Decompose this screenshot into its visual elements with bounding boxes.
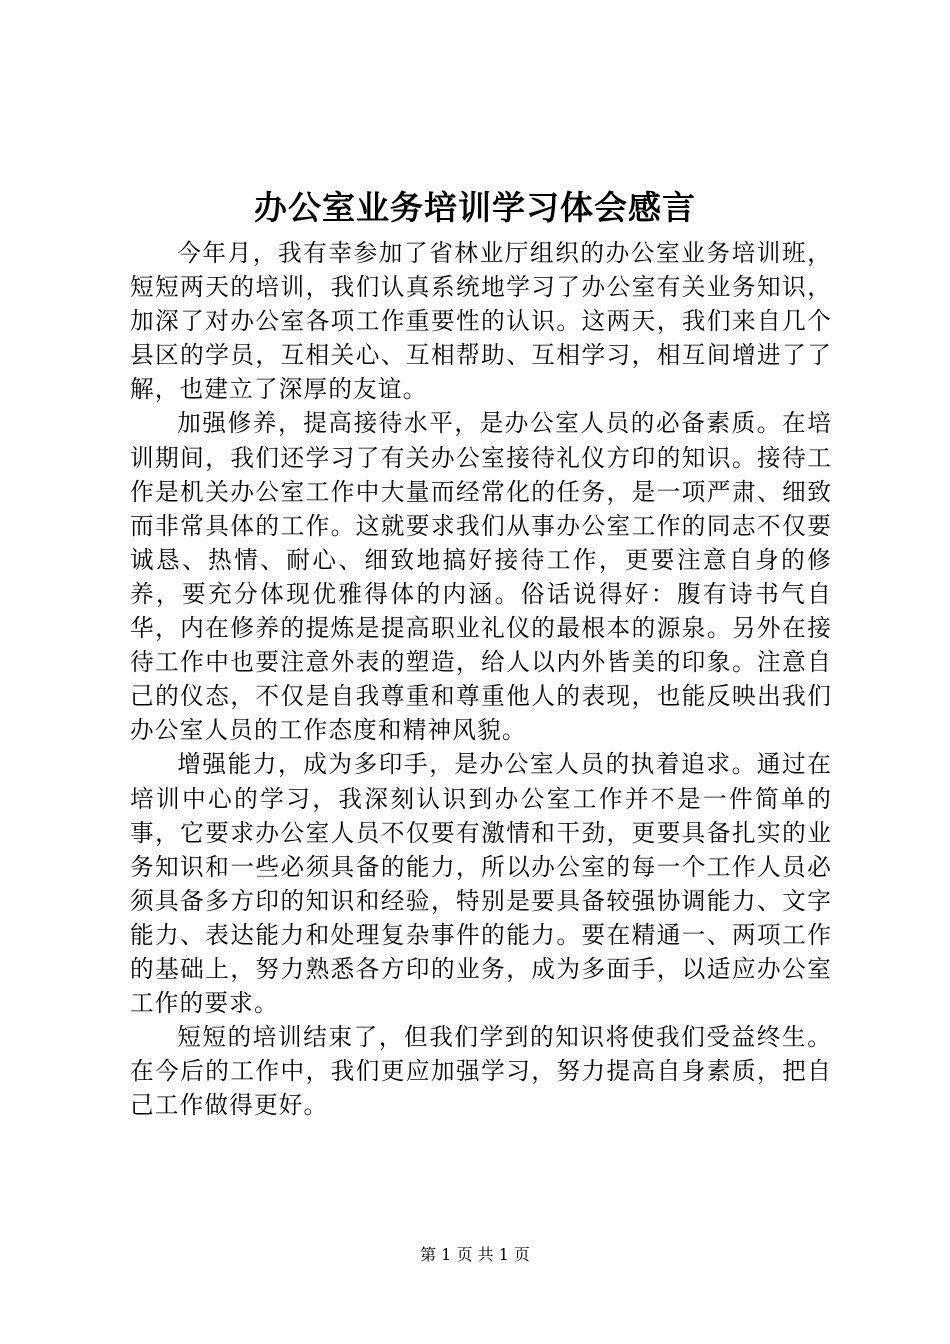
- paragraph-1: 今年月，我有幸参加了省林业厅组织的办公室业务培训班，短短两天的培训，我们认真系统地学习了办公室有关业务知识，加深了对办公室各项工作重要性的认识。这两天，我们来自几个县区的学员，互相关心、互相帮助、互相学习，相互间增进了了解，也建立了深厚的友谊。: [130, 239, 832, 404]
- page-footer: 第 1 页 共 1 页: [420, 1245, 530, 1264]
- document-body: [130, 236, 832, 1122]
- document-title: 办公室业务培训学习体会感言: [254, 188, 696, 227]
- paragraph-2: 加强修养，提高接待水平，是办公室人员的必备素质。在培训期间，我们还学习了有关办公室接待礼仪方印的知识。接待工作是机关办公室工作中大量而经常化的任务，是一项严肃、细致而非常具体的工作。这就要求我们从事办公室工作的同志不仅要诚恳、热情、耐心、细致地搞好接待工作，更要注意自身的修养，要充分体现优雅得体的内涵。俗话说得好：腹有诗书气自华，内在修养的提炼是提高职业礼仪的最根本的源泉。另外在接待工作中也要注意外表的塑造，给人以内外皆美的印象。注意自己的仪态，不仅是自我尊重和尊重他人的表现，也能反映出我们办公室人员的工作态度和精神风貌。: [130, 409, 832, 745]
- paragraph-4: 短短的培训结束了，但我们学到的知识将使我们受益终生。在今后的工作中，我们更应加强学习，努力提高自身素质，把自己工作做得更好。: [130, 1023, 832, 1120]
- paragraph-3: 增强能力，成为多印手，是办公室人员的执着追求。通过在培训中心的学习，我深刻认识到办公室工作并不是一件简单的事，它要求办公室人员不仅要有激情和干劲，更要具备扎实的业务知识和一些必须具备的能力，所以办公室的每一个工作人员必须具备多方印的知识和经验，特别是要具备较强协调能力、文字能力、表达能力和处理复杂事件的能力。要在精通一、两项工作的基础上，努力熟悉各方印的业务，成为多面手，以适应办公室工作的要求。: [130, 750, 832, 1018]
